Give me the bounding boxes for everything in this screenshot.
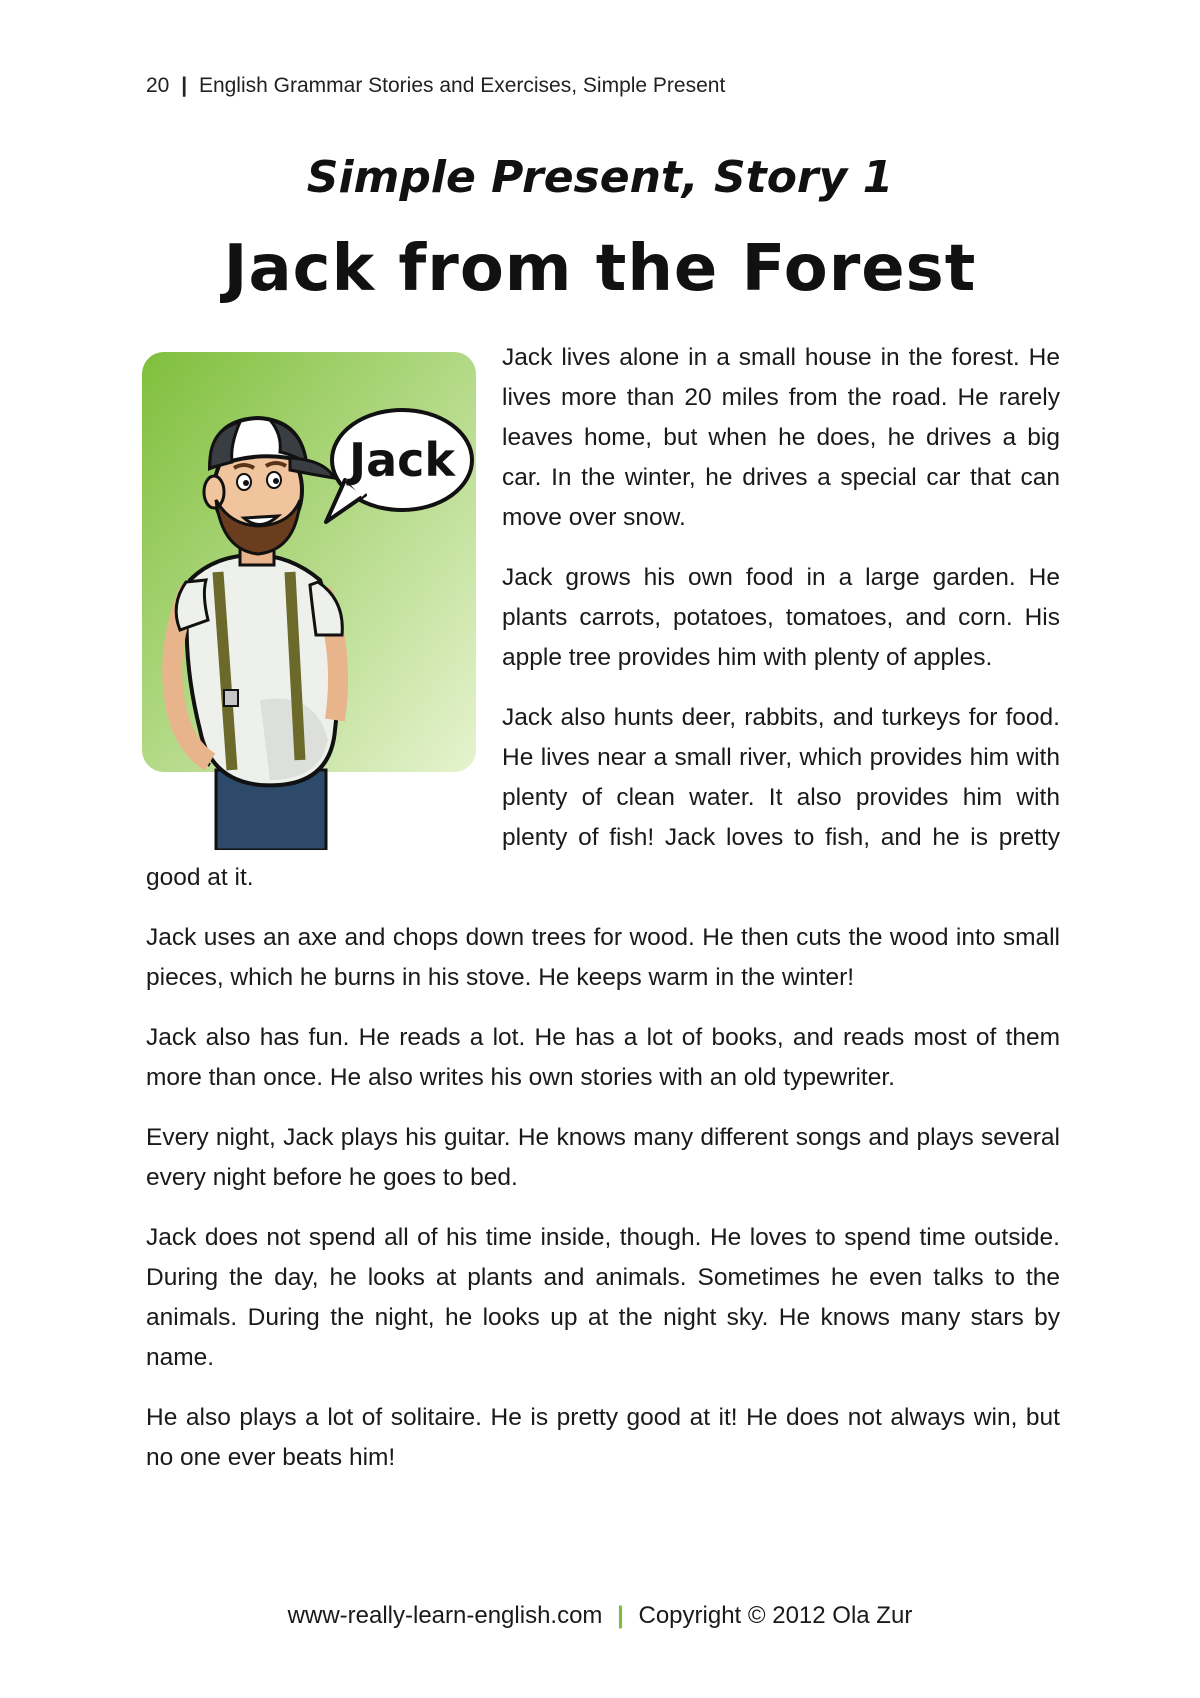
page-number: 20 — [146, 74, 170, 97]
book-title: English Grammar Stories and Exercises, Simple Present — [198, 74, 726, 97]
paragraph-6: Every night, Jack plays his guitar. He knows many different songs and plays several every night before he goes to bed. — [146, 1124, 1060, 1191]
copyright-notice: Copyright © 2012 Ola Zur — [638, 1602, 913, 1629]
header-separator: | — [181, 74, 188, 97]
story-title: Jack from the Forest — [223, 232, 977, 306]
paragraph-4: Jack uses an axe and chops down trees for wood. He then cuts the wood into small pieces, which he burns in his stove. He keeps warm in the winter! — [146, 924, 1060, 991]
page-footer — [0, 1602, 1200, 1630]
paragraph-7: Jack does not spend all of his time inside, though. He loves to spend time outside. During the day, he looks at plants and animals. Sometimes he even talks to the animals. During the night, he looks up at the night sky. He knows many stars by name. — [146, 1224, 1060, 1371]
website-link[interactable]: www-really-learn-english.com — [287, 1602, 603, 1629]
speech-bubble-text: Jack — [348, 433, 456, 487]
paragraph-8: He also plays a lot of solitaire. He is pretty good at it! He does not always win, but no one ever beats him! — [146, 1404, 1060, 1471]
paragraph-2: Jack grows his own food in a large garden. He plants carrots, potatoes, tomatoes, and corn. His apple tree provides him with plenty of apples. — [502, 564, 1060, 671]
paragraph-1: Jack lives alone in a small house in the forest. He lives more than 20 miles from the road. He rarely leaves home, but when he does, he drives a big car. In the winter, he drives a special car that can move over snow. — [502, 344, 1060, 531]
footer-separator: | — [617, 1602, 624, 1629]
story-subtitle: Simple Present, Story 1 — [306, 152, 894, 203]
paragraph-5: Jack also has fun. He reads a lot. He has a lot of books, and reads most of them more than once. He also writes his own stories with an old typewriter. — [146, 1024, 1060, 1091]
paragraph-3: Jack also hunts deer, rabbits, and turkeys for food. He lives near a small river, which provides him with plenty of clean water. It also provides him with plenty of fish! Jack loves to fish, and he is pretty good at it. — [146, 704, 1060, 891]
page-header — [146, 74, 725, 98]
story-body — [146, 338, 1060, 1498]
illustration-spacer — [146, 338, 502, 840]
